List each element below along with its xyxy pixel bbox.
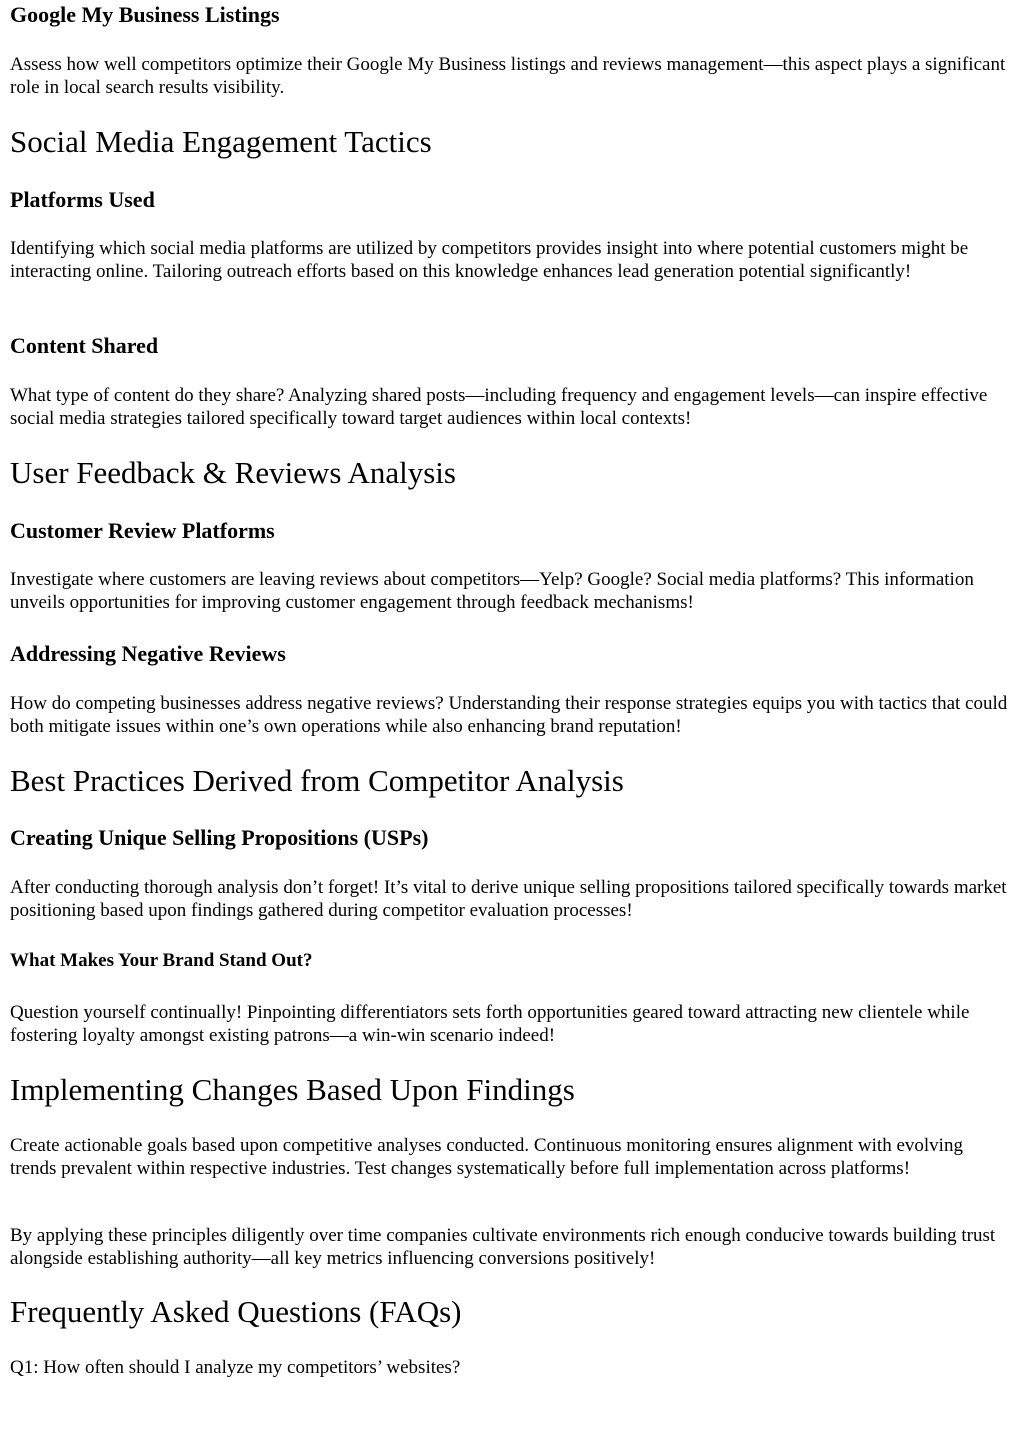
- heading-best-practices: Best Practices Derived from Competitor Analysis: [10, 763, 624, 798]
- faq-question-1: Q1: How often should I analyze my competitors’ websites?: [10, 1357, 461, 1378]
- heading-implementing-changes: Implementing Changes Based Upon Findings: [10, 1072, 575, 1107]
- heading-usps: Creating Unique Selling Propositions (USPs): [10, 825, 429, 850]
- paragraph-gmb: Assess how well competitors optimize their Google My Business listings and reviews management—this aspect plays a significant role in local search results visibility.: [10, 54, 1006, 98]
- heading-brand-stand-out: What Makes Your Brand Stand Out?: [10, 950, 313, 971]
- paragraph-content-shared: What type of content do they share? Analyzing shared posts—including frequency and engagement levels—can inspire effective social media strategies tailored specifically toward target audiences within local contexts!: [10, 385, 988, 429]
- heading-negative-reviews: Addressing Negative Reviews: [10, 641, 286, 666]
- heading-faqs: Frequently Asked Questions (FAQs): [10, 1294, 462, 1329]
- heading-gmb-listings: Google My Business Listings: [10, 2, 280, 27]
- paragraph-implementing-1: Create actionable goals based upon competitive analyses conducted. Continuous monitoring ensures alignment with evolving trends prevalent within respective industries. Test changes systematically before full implementation across platforms!: [10, 1135, 963, 1179]
- heading-user-feedback: User Feedback & Reviews Analysis: [10, 455, 456, 490]
- paragraph-platforms-used: Identifying which social media platforms are utilized by competitors provides insight into where potential customers might be interacting online. Tailoring outreach efforts based on this knowledge enhances lead generation potential significantly!: [10, 238, 969, 282]
- heading-platforms-used: Platforms Used: [10, 187, 155, 212]
- heading-customer-review-platforms: Customer Review Platforms: [10, 518, 275, 543]
- paragraph-usps: After conducting thorough analysis don’t forget! It’s vital to derive unique selling propositions tailored specifically towards market positioning based upon findings gathered during competitor evaluation processes!: [10, 877, 1007, 921]
- paragraph-brand-stand-out: Question yourself continually! Pinpointing differentiators sets forth opportunities geared toward attracting new clientele while fostering loyalty amongst existing patrons—a win-win scenario indeed!: [10, 1002, 970, 1046]
- paragraph-negative-reviews: How do competing businesses address negative reviews? Understanding their response strategies equips you with tactics that could both mitigate issues within one’s own operations while also enhancing brand reputation!: [10, 693, 1008, 737]
- heading-social-media: Social Media Engagement Tactics: [10, 124, 432, 159]
- paragraph-implementing-2: By applying these principles diligently over time companies cultivate environments rich enough conducive towards building trust alongside establishing authority—all key metrics influencing conversions positively!: [10, 1225, 996, 1269]
- heading-content-shared: Content Shared: [10, 333, 159, 358]
- paragraph-customer-review-platforms: Investigate where customers are leaving reviews about competitors—Yelp? Google? Social media platforms? This information unveils opportunities for improving customer engagement through feedback mechanisms!: [10, 569, 974, 613]
